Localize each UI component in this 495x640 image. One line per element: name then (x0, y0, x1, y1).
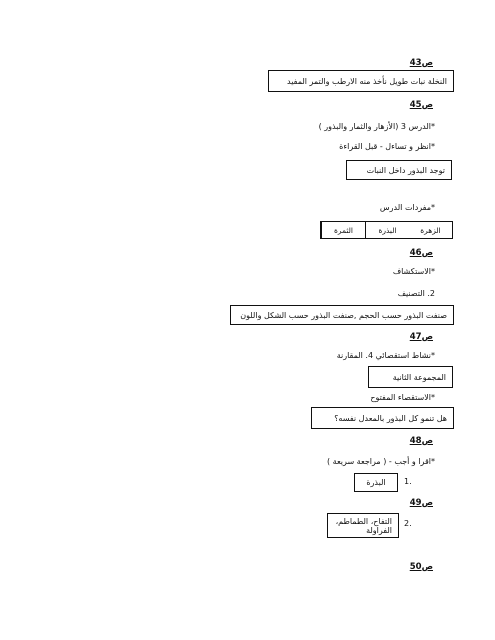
activity-heading: *نشاط استقصائي 4. المقارنة (336, 351, 435, 360)
answer-text: التفاح، الطماطم، الفراولة (335, 516, 392, 535)
page-number-49: ص49 (409, 498, 433, 508)
answer-text: المجموعة الثانية (392, 372, 446, 382)
vocab-cell-fruit: الثمرة (321, 222, 365, 238)
answer-text: هل تنمو كل البذور بالمعدل نفسه؟ (334, 413, 447, 423)
vocab-cell-flower: الزهرة (420, 225, 441, 235)
vocab-table (320, 221, 453, 239)
answer-box-fruits (327, 513, 399, 538)
answer-box-classify (230, 305, 454, 325)
open-inquiry-heading: *الاستقصاء المفتوح (370, 393, 435, 402)
read-answer-heading: *اقرا و أجب - ( مراجعة سريعة ) (326, 457, 435, 466)
page-number-47: ص47 (409, 332, 433, 342)
page-number-45: ص45 (409, 100, 433, 110)
answer-text: صنفت البذور حسب الحجم ,صنفت البذور حسب الشكل واللون (240, 310, 447, 320)
answer-box-question (311, 407, 454, 429)
observe-question: *انظر و تساءل - قبل القراءة (339, 142, 435, 151)
page-number-50: ص50 (409, 562, 433, 572)
answer-box-seed (354, 473, 398, 492)
answer-box-palm (268, 70, 454, 92)
answer-text: البذرة (366, 478, 386, 487)
page-number-48: ص48 (409, 436, 433, 446)
item-number-2: .2 (404, 519, 412, 528)
classify-heading: 2. التصنيف (397, 289, 435, 298)
vocab-heading: *مفردات الدرس (379, 203, 435, 212)
item-number-1: .1 (404, 477, 412, 486)
page-number-46: ص46 (409, 248, 433, 258)
answer-text: النخلة نبات طويل نأخذ منه الارطب والتمر المفيد (287, 76, 447, 86)
answer-text: توجد البذور داخل النبات (366, 165, 445, 175)
answer-box-group2 (368, 366, 453, 388)
lesson-title: *الدرس 3 (الأزهار والثمار والبذور ) (318, 122, 435, 131)
page-number-43: ص43 (409, 58, 433, 68)
explore-heading: *الاستكشاف (392, 267, 435, 276)
vocab-cell-seed: البذرة (365, 222, 409, 238)
answer-box-seeds-inside (346, 160, 452, 180)
